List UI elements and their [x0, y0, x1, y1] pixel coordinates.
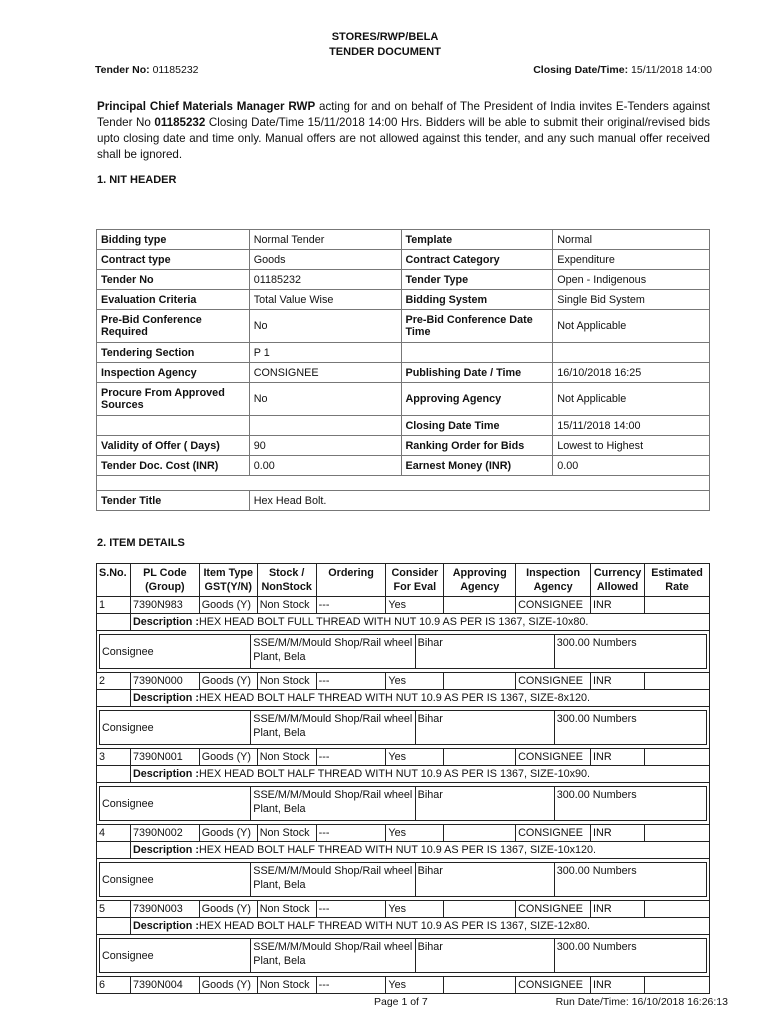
item-description	[130, 690, 709, 707]
nit-key: Bidding System	[401, 290, 553, 310]
nit-value: 90	[249, 436, 401, 456]
items-column-header: Inspection Agency	[516, 564, 591, 597]
nit-key: Tender Title	[97, 491, 250, 511]
nit-value: Normal Tender	[249, 230, 401, 250]
item-row	[97, 825, 710, 842]
item-rate	[645, 977, 710, 994]
nit-value: Normal	[553, 230, 710, 250]
item-sno: 2	[97, 673, 131, 690]
item-pl: 7390N002	[130, 825, 199, 842]
closing-meta	[533, 64, 712, 76]
consignee-name: SSE/M/M/Mould Shop/Rail wheel Plant, Bela	[251, 863, 415, 897]
consignee-detail	[100, 939, 707, 973]
consignee-row	[97, 783, 710, 825]
description-text: HEX HEAD BOLT HALF THREAD WITH NUT 10.9 AS PER IS 1367, SIZE-12x80.	[198, 920, 590, 932]
nit-key: Approving Agency	[401, 383, 553, 416]
nit-value	[553, 343, 710, 363]
intro-lead: Principal Chief Materials Manager RWP	[97, 100, 316, 113]
consignee-name: SSE/M/M/Mould Shop/Rail wheel Plant, Bela	[251, 939, 415, 973]
description-text: HEX HEAD BOLT HALF THREAD WITH NUT 10.9 AS PER IS 1367, SIZE-8x120.	[198, 692, 590, 704]
nit-key: Template	[401, 230, 553, 250]
nit-row	[97, 343, 710, 363]
consignee-name: SSE/M/M/Mould Shop/Rail wheel Plant, Bela	[251, 711, 415, 745]
item-sno: 5	[97, 901, 131, 918]
item-description-row	[97, 614, 710, 631]
consignee-state: Bihar	[415, 863, 554, 897]
item-row	[97, 673, 710, 690]
item-sno: 4	[97, 825, 131, 842]
consignee-table	[99, 938, 707, 973]
item-description	[130, 918, 709, 935]
nit-row	[97, 456, 710, 476]
description-text: HEX HEAD BOLT HALF THREAD WITH NUT 10.9 AS PER IS 1367, SIZE-10x90.	[198, 768, 590, 780]
nit-table	[96, 229, 710, 511]
tender-no-label: Tender No:	[95, 64, 150, 76]
consignee-label: Consignee	[100, 635, 251, 669]
items-column-header: Ordering	[316, 564, 386, 597]
nit-value: 15/11/2018 14:00	[553, 416, 710, 436]
item-type: Goods (Y)	[199, 597, 257, 614]
items-column-header: PL Code (Group)	[130, 564, 199, 597]
items-column-header: Stock / NonStock	[257, 564, 316, 597]
tender-no-meta	[95, 64, 199, 76]
item-description-row	[97, 918, 710, 935]
item-type: Goods (Y)	[199, 749, 257, 766]
item-rate	[645, 901, 710, 918]
nit-key: Publishing Date / Time	[401, 363, 553, 383]
nit-key: Bidding type	[97, 230, 250, 250]
item-rate	[645, 749, 710, 766]
item-ordering: ---	[316, 749, 386, 766]
desc-spacer	[97, 842, 131, 859]
desc-spacer	[97, 614, 131, 631]
nit-value: Not Applicable	[553, 383, 710, 416]
nit-row	[97, 436, 710, 456]
consignee-label: Consignee	[100, 939, 251, 973]
nit-spacer	[97, 476, 710, 491]
nit-value: 0.00	[553, 456, 710, 476]
description-text: HEX HEAD BOLT HALF THREAD WITH NUT 10.9 AS PER IS 1367, SIZE-10x120.	[198, 844, 596, 856]
consignee-name: SSE/M/M/Mould Shop/Rail wheel Plant, Bela	[251, 787, 415, 821]
item-type: Goods (Y)	[199, 977, 257, 994]
consignee-quantity: 300.00 Numbers	[554, 635, 706, 669]
nit-row	[97, 270, 710, 290]
item-row	[97, 597, 710, 614]
closing-label: Closing Date/Time:	[533, 64, 629, 76]
nit-key: Tender Doc. Cost (INR)	[97, 456, 250, 476]
item-currency: INR	[591, 901, 645, 918]
item-description-row	[97, 766, 710, 783]
nit-value: Not Applicable	[553, 310, 710, 343]
consignee-label: Consignee	[100, 787, 251, 821]
consignee-state: Bihar	[415, 787, 554, 821]
item-description	[130, 614, 709, 631]
item-eval: Yes	[386, 825, 444, 842]
nit-value: 01185232	[249, 270, 401, 290]
item-ordering: ---	[316, 825, 386, 842]
item-stock: Non Stock	[257, 977, 316, 994]
item-approving	[444, 673, 516, 690]
nit-row	[97, 310, 710, 343]
nit-key: Tender No	[97, 270, 250, 290]
consignee-cell	[97, 631, 710, 673]
items-column-header: Item Type GST(Y/N)	[199, 564, 257, 597]
consignee-cell	[97, 783, 710, 825]
nit-key: Closing Date Time	[401, 416, 553, 436]
consignee-detail	[100, 635, 707, 669]
item-ordering: ---	[316, 673, 386, 690]
item-approving	[444, 977, 516, 994]
description-label: Description :	[132, 616, 199, 628]
office-title: STORES/RWP/BELA	[331, 31, 439, 43]
consignee-quantity: 300.00 Numbers	[554, 787, 706, 821]
items-table	[96, 563, 710, 994]
nit-key: Ranking Order for Bids	[401, 436, 553, 456]
item-pl: 7390N001	[130, 749, 199, 766]
item-currency: INR	[591, 825, 645, 842]
intro-paragraph	[97, 99, 710, 163]
consignee-label: Consignee	[100, 863, 251, 897]
nit-key	[97, 416, 250, 436]
consignee-quantity: 300.00 Numbers	[554, 711, 706, 745]
nit-value: No	[249, 383, 401, 416]
item-row	[97, 901, 710, 918]
desc-spacer	[97, 918, 131, 935]
item-currency: INR	[591, 977, 645, 994]
nit-section-title: 1. NIT HEADER	[97, 174, 177, 186]
nit-value: CONSIGNEE	[249, 363, 401, 383]
consignee-cell	[97, 935, 710, 977]
consignee-state: Bihar	[415, 711, 554, 745]
nit-key: Pre-Bid Conference Date Time	[401, 310, 553, 343]
nit-value: Goods	[249, 250, 401, 270]
item-sno: 3	[97, 749, 131, 766]
item-currency: INR	[591, 597, 645, 614]
desc-spacer	[97, 766, 131, 783]
closing-value: 15/11/2018 14:00	[631, 64, 712, 76]
item-ordering: ---	[316, 977, 386, 994]
item-eval: Yes	[386, 901, 444, 918]
item-eval: Yes	[386, 597, 444, 614]
nit-value: Total Value Wise	[249, 290, 401, 310]
intro-text-1: acting for and on behalf of The President of India invites E-Tenders against Tender No	[97, 100, 710, 129]
nit-key: Tender Type	[401, 270, 553, 290]
items-column-header: S.No.	[97, 564, 131, 597]
consignee-name: SSE/M/M/Mould Shop/Rail wheel Plant, Bela	[251, 635, 415, 669]
desc-spacer	[97, 690, 131, 707]
consignee-quantity: 300.00 Numbers	[554, 863, 706, 897]
nit-row	[97, 383, 710, 416]
item-stock: Non Stock	[257, 825, 316, 842]
description-label: Description :	[132, 768, 199, 780]
item-stock: Non Stock	[257, 901, 316, 918]
item-description-row	[97, 842, 710, 859]
nit-title-row	[97, 491, 710, 511]
nit-value: No	[249, 310, 401, 343]
item-pl: 7390N983	[130, 597, 199, 614]
nit-key: Tendering Section	[97, 343, 250, 363]
item-type: Goods (Y)	[199, 673, 257, 690]
nit-key: Contract Category	[401, 250, 553, 270]
consignee-state: Bihar	[415, 635, 554, 669]
nit-key	[401, 343, 553, 363]
consignee-row	[97, 935, 710, 977]
intro-text-2: Closing Date/Time 15/11/2018 14:00 Hrs. Bidders will be able to submit their original/revised bids upto closing date and time only. Manual offers are not allowed against this tender, and any such manual offer received shall be ignored.	[97, 116, 710, 161]
item-currency: INR	[591, 749, 645, 766]
consignee-table	[99, 634, 707, 669]
nit-key: Inspection Agency	[97, 363, 250, 383]
description-label: Description :	[132, 692, 199, 704]
item-pl: 7390N004	[130, 977, 199, 994]
consignee-state: Bihar	[415, 939, 554, 973]
item-stock: Non Stock	[257, 673, 316, 690]
item-inspection: CONSIGNEE	[516, 749, 591, 766]
item-stock: Non Stock	[257, 597, 316, 614]
consignee-row	[97, 631, 710, 673]
items-section-title: 2. ITEM DETAILS	[97, 537, 185, 549]
intro-tender-no: 01185232	[154, 116, 206, 129]
item-eval: Yes	[386, 673, 444, 690]
item-inspection: CONSIGNEE	[516, 977, 591, 994]
consignee-table	[99, 710, 707, 745]
item-rate	[645, 673, 710, 690]
consignee-detail	[100, 787, 707, 821]
nit-value: 0.00	[249, 456, 401, 476]
page-number: Page 1 of 7	[374, 996, 428, 1008]
nit-row	[97, 290, 710, 310]
consignee-cell	[97, 707, 710, 749]
item-pl: 7390N000	[130, 673, 199, 690]
run-datetime: Run Date/Time: 16/10/2018 16:26:13	[555, 996, 728, 1008]
description-label: Description :	[132, 844, 199, 856]
item-rate	[645, 597, 710, 614]
item-inspection: CONSIGNEE	[516, 597, 591, 614]
consignee-row	[97, 707, 710, 749]
nit-row	[97, 250, 710, 270]
consignee-detail	[100, 863, 707, 897]
description-label: Description :	[132, 920, 199, 932]
consignee-table	[99, 786, 707, 821]
nit-key: Validity of Offer ( Days)	[97, 436, 250, 456]
nit-value: P 1	[249, 343, 401, 363]
tender-no-value: 01185232	[152, 64, 199, 76]
item-rate	[645, 825, 710, 842]
item-approving	[444, 597, 516, 614]
nit-key: Evaluation Criteria	[97, 290, 250, 310]
item-stock: Non Stock	[257, 749, 316, 766]
nit-row	[97, 416, 710, 436]
item-sno: 1	[97, 597, 131, 614]
nit-key: Contract type	[97, 250, 250, 270]
items-column-header: Approving Agency	[444, 564, 516, 597]
item-description	[130, 842, 709, 859]
items-column-header: Currency Allowed	[591, 564, 645, 597]
nit-row	[97, 363, 710, 383]
consignee-row	[97, 859, 710, 901]
nit-value	[249, 416, 401, 436]
item-approving	[444, 901, 516, 918]
item-ordering: ---	[316, 597, 386, 614]
consignee-quantity: 300.00 Numbers	[554, 939, 706, 973]
item-inspection: CONSIGNEE	[516, 673, 591, 690]
item-description-row	[97, 690, 710, 707]
nit-value: Single Bid System	[553, 290, 710, 310]
nit-key: Pre-Bid Conference Required	[97, 310, 250, 343]
nit-value: 16/10/2018 16:25	[553, 363, 710, 383]
item-inspection: CONSIGNEE	[516, 825, 591, 842]
item-sno: 6	[97, 977, 131, 994]
nit-key: Earnest Money (INR)	[401, 456, 553, 476]
consignee-table	[99, 862, 707, 897]
item-type: Goods (Y)	[199, 901, 257, 918]
item-type: Goods (Y)	[199, 825, 257, 842]
item-ordering: ---	[316, 901, 386, 918]
item-row	[97, 977, 710, 994]
nit-row	[97, 230, 710, 250]
consignee-cell	[97, 859, 710, 901]
item-approving	[444, 749, 516, 766]
consignee-detail	[100, 711, 707, 745]
document-title: TENDER DOCUMENT	[329, 46, 441, 58]
nit-value: Open - Indigenous	[553, 270, 710, 290]
item-currency: INR	[591, 673, 645, 690]
item-row	[97, 749, 710, 766]
description-text: HEX HEAD BOLT FULL THREAD WITH NUT 10.9 AS PER IS 1367, SIZE-10x80.	[198, 616, 589, 628]
nit-value: Lowest to Highest	[553, 436, 710, 456]
nit-value: Hex Head Bolt.	[249, 491, 709, 511]
items-column-header: Consider For Eval	[386, 564, 444, 597]
nit-spacer-row	[97, 476, 710, 491]
item-eval: Yes	[386, 977, 444, 994]
item-eval: Yes	[386, 749, 444, 766]
nit-value: Expenditure	[553, 250, 710, 270]
nit-key: Procure From Approved Sources	[97, 383, 250, 416]
consignee-label: Consignee	[100, 711, 251, 745]
item-pl: 7390N003	[130, 901, 199, 918]
item-approving	[444, 825, 516, 842]
items-column-header: Estimated Rate	[645, 564, 710, 597]
item-description	[130, 766, 709, 783]
item-inspection: CONSIGNEE	[516, 901, 591, 918]
